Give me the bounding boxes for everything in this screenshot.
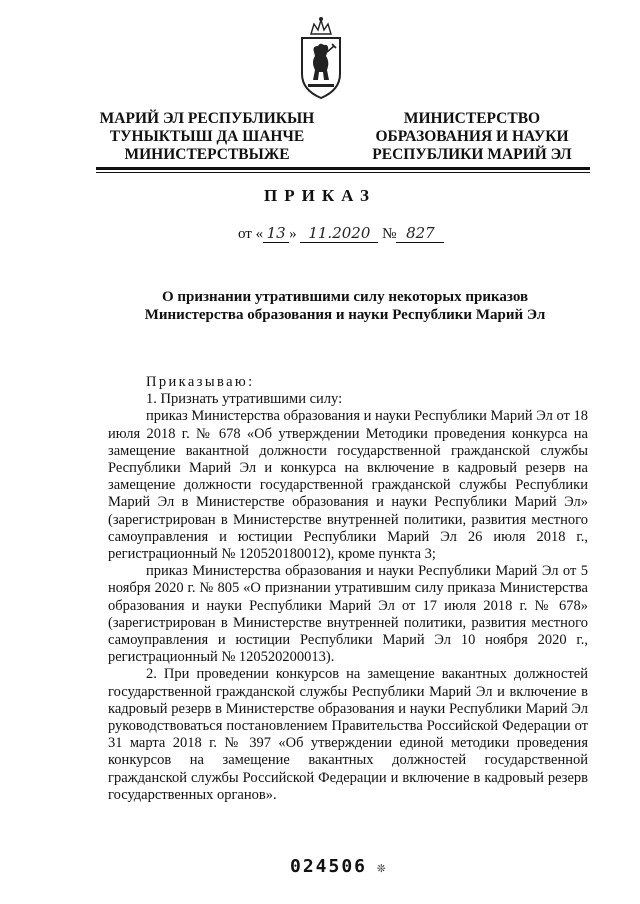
header-left-line: МИНИСТЕРСТВЫЖЕ — [124, 146, 290, 163]
body-paragraph: Приказываю: — [146, 374, 255, 390]
header-left-line: МАРИЙ ЭЛ РЕСПУБЛИКЫН — [99, 110, 315, 127]
body-paragraph: 2. При проведении конкурсов на замещение вакантных должностей государственной гражданской службы Республики Марий Эл и включение в кадровый резерв в Министерстве образования и науки Республики Марий Эл руководствоваться постановлением Правительства Российской Федерации от 31 марта 2018 г. № 397 «Об утверждении единой методики проведения конкурсов на замещение вакантных должностей государственной гражданской службы Российской Федерации и включение в кадровый резерв государственных органов». — [108, 666, 588, 803]
number-label: № — [382, 226, 397, 242]
document-number: 827 — [406, 224, 435, 242]
document-body — [108, 374, 588, 804]
serial-number — [290, 856, 385, 877]
subject-line: О признании утратившими силу некоторых приказов — [161, 289, 529, 305]
header-left-line: ТУНЫКТЫШ ДА ШАНЧЕ — [109, 128, 305, 145]
date-month-year-field — [300, 226, 378, 243]
date-day-field — [263, 226, 289, 243]
date-number-line — [238, 226, 444, 243]
body-paragraph: 1. Признать утратившими силу: — [146, 391, 343, 408]
subject-line: Министерства образования и науки Республики Марий Эл — [144, 307, 546, 323]
date-month-year: 11.2020 — [308, 224, 371, 242]
date-prefix: от « — [238, 226, 264, 242]
header-right-line: РЕСПУБЛИКИ МАРИЙ ЭЛ — [372, 146, 572, 163]
serial-value: 024506 — [290, 856, 368, 877]
document-number-field — [396, 226, 444, 243]
body-paragraph: приказ Министерства образования и науки Республики Марий Эл от 18 июля 2018 г. № 678 «Об утверждении Методики проведения конкурса на замещение вакантной должности государственной гражданской службы Республики Марий Эл и конкурса на включение в кадровый резерв на замещение должности государственной гражданской службы Республики Марий Эл в Министерстве образования и науки Республики Марий Эл» (зарегистрирован в Министерстве внутренней политики, развития местного самоуправления и юстиции Республики Марий Эл 26 июля 2018 г., регистрационный № 120520180012), кроме пункта 3; — [108, 408, 588, 563]
header-right-line: ОБРАЗОВАНИЯ И НАУКИ — [375, 128, 569, 145]
document-title: ПРИКАЗ — [264, 186, 376, 205]
body-paragraph: приказ Министерства образования и науки Республики Марий Эл от 5 ноября 2020 г. № 805 «О признании утратившим силу приказа Министерства образования и науки Республики Марий Эл от 17 июля 2018 г. № 678» (зарегистрирован в Министерстве внутренней политики, развития местного самоуправления и юстиции Республики Марий Эл 10 ноября 2020 г., регистрационный № 120520200013). — [108, 563, 588, 666]
document-subject — [100, 288, 590, 324]
header-divider-thin — [96, 172, 590, 173]
date-day: 13 — [266, 224, 286, 242]
ornament-mark-icon: ❊ — [377, 860, 386, 876]
header-right-line: МИНИСТЕРСТВО — [403, 110, 541, 127]
header-divider-thick — [96, 167, 590, 170]
header-ministry-name — [352, 110, 592, 164]
date-mid: » — [289, 226, 297, 242]
header-marij-name — [96, 110, 318, 164]
coat-of-arms-emblem — [296, 12, 346, 104]
